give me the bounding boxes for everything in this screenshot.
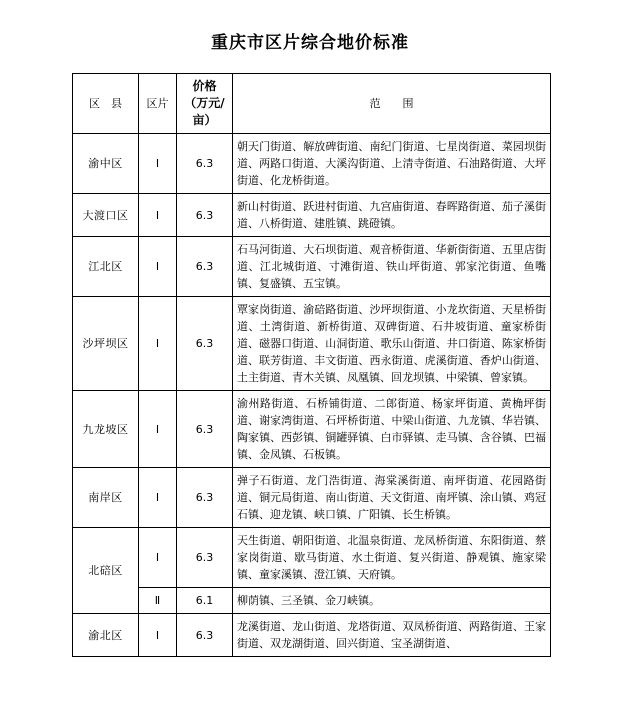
price-standard-table xyxy=(72,73,551,657)
column-header-zone: 区片 xyxy=(139,74,177,134)
cell-price: 6.3 xyxy=(177,297,233,391)
cell-zone: Ⅰ xyxy=(139,528,177,588)
cell-district: 北碚区 xyxy=(73,528,139,614)
cell-district: 南岸区 xyxy=(73,468,139,528)
table-header xyxy=(73,74,551,134)
cell-district: 渝中区 xyxy=(73,134,139,194)
column-header-price-line2: （万元/亩） xyxy=(184,96,225,127)
cell-price: 6.1 xyxy=(177,588,233,614)
cell-price: 6.3 xyxy=(177,614,233,657)
cell-district: 沙坪坝区 xyxy=(73,297,139,391)
column-header-price xyxy=(177,74,233,134)
table-row xyxy=(73,297,551,391)
cell-district: 渝北区 xyxy=(73,614,139,657)
document-page xyxy=(0,28,620,724)
column-header-range: 范 围 xyxy=(233,74,551,134)
cell-range: 覃家岗街道、渝碚路街道、沙坪坝街道、小龙坎街道、天星桥街道、土湾街道、新桥街道、双碑街道、石井坡街道、童家桥街道、磁器口街道、山洞街道、歌乐山街道、井口街道、陈家桥街道、联芳街道、丰文街道、西永街道、虎溪街道、香炉山街道、土主街道、青木关镇、凤凰镇、回龙坝镇、中梁镇、曾家镇。 xyxy=(233,297,551,391)
cell-range: 新山村街道、跃进村街道、九宫庙街道、春晖路街道、茄子溪街道、八桥街道、建胜镇、跳磴镇。 xyxy=(233,194,551,237)
cell-zone: Ⅰ xyxy=(139,194,177,237)
table-row xyxy=(73,194,551,237)
table-body xyxy=(73,134,551,657)
column-header-district: 区 县 xyxy=(73,74,139,134)
cell-range: 渝州路街道、石桥铺街道、二郎街道、杨家坪街道、黄桷坪街道、谢家湾街道、石坪桥街道、中梁山街道、九龙镇、华岩镇、陶家镇、西彭镇、铜罐驿镇、白市驿镇、走马镇、含谷镇、巴福镇、金凤镇、石板镇。 xyxy=(233,391,551,468)
cell-price: 6.3 xyxy=(177,194,233,237)
cell-range: 弹子石街道、龙门浩街道、海棠溪街道、南坪街道、花园路街道、铜元局街道、南山街道、天文街道、南坪镇、涂山镇、鸡冠石镇、迎龙镇、峡口镇、广阳镇、长生桥镇。 xyxy=(233,468,551,528)
cell-district: 江北区 xyxy=(73,237,139,297)
table-container xyxy=(0,73,620,657)
column-header-price-line1: 价格 xyxy=(192,79,217,93)
cell-price: 6.3 xyxy=(177,237,233,297)
table-header-row xyxy=(73,74,551,134)
cell-zone: Ⅰ xyxy=(139,297,177,391)
page-title: 重庆市区片综合地价标准 xyxy=(211,33,409,53)
cell-range: 天生街道、朝阳街道、北温泉街道、龙凤桥街道、东阳街道、蔡家岗街道、歇马街道、水土街道、复兴街道、静观镇、施家梁镇、童家溪镇、澄江镇、天府镇。 xyxy=(233,528,551,588)
cell-range: 石马河街道、大石坝街道、观音桥街道、华新街街道、五里店街道、江北城街道、寸滩街道、铁山坪街道、郭家沱街道、鱼嘴镇、复盛镇、五宝镇。 xyxy=(233,237,551,297)
table-row xyxy=(73,528,551,588)
cell-zone: Ⅰ xyxy=(139,237,177,297)
table-row xyxy=(73,614,551,657)
table-row xyxy=(73,468,551,528)
cell-price: 6.3 xyxy=(177,468,233,528)
cell-range: 龙溪街道、龙山街道、龙塔街道、双凤桥街道、两路街道、王家街道、双龙湖街道、回兴街道、宝圣湖街道、 xyxy=(233,614,551,657)
cell-zone: Ⅰ xyxy=(139,134,177,194)
cell-zone: Ⅰ xyxy=(139,468,177,528)
cell-price: 6.3 xyxy=(177,134,233,194)
table-row xyxy=(73,134,551,194)
cell-district: 九龙坡区 xyxy=(73,391,139,468)
cell-zone: Ⅰ xyxy=(139,614,177,657)
cell-range: 柳荫镇、三圣镇、金刀峡镇。 xyxy=(233,588,551,614)
cell-zone: Ⅰ xyxy=(139,391,177,468)
table-row xyxy=(73,588,551,614)
table-row xyxy=(73,391,551,468)
cell-price: 6.3 xyxy=(177,528,233,588)
cell-range: 朝天门街道、解放碑街道、南纪门街道、七星岗街道、菜园坝街道、两路口街道、大溪沟街道、上清寺街道、石油路街道、大坪街道、化龙桥街道。 xyxy=(233,134,551,194)
cell-zone: Ⅱ xyxy=(139,588,177,614)
cell-district: 大渡口区 xyxy=(73,194,139,237)
cell-price: 6.3 xyxy=(177,391,233,468)
table-row xyxy=(73,237,551,297)
